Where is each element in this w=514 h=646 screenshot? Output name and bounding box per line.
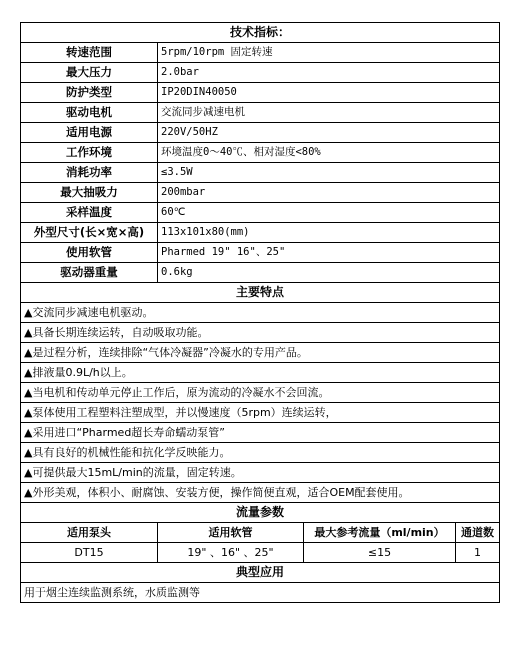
app-text: 用于烟尘连续监测系统，水质监测等 xyxy=(21,583,500,603)
spec-value: 2.0bar xyxy=(158,63,500,83)
feature-row xyxy=(21,383,500,403)
spec-value: 环境温度0～40℃、相对湿度<80% xyxy=(158,143,500,163)
feature-text: ▲外形美观，体积小、耐腐蚀、安装方便，操作简便直观，适合OEM配套使用。 xyxy=(21,483,500,503)
spec-row xyxy=(21,203,500,223)
feature-rows xyxy=(21,303,500,503)
spec-label: 转速范围 xyxy=(21,43,158,63)
features-title: 主要特点 xyxy=(21,283,500,303)
flow-header-max-flow: 最大参考流量（ml/min） xyxy=(304,523,456,543)
feature-text: ▲采用进口“Pharmed超长寿命蠕动泵管” xyxy=(21,423,500,443)
spec-value: 200mbar xyxy=(158,183,500,203)
spec-value: 5rpm/10rpm 固定转速 xyxy=(158,43,500,63)
spec-row xyxy=(21,263,500,283)
spec-label: 最大抽吸力 xyxy=(21,183,158,203)
feature-text: ▲排液量0.9L/h以上。 xyxy=(21,363,500,383)
spec-row xyxy=(21,63,500,83)
flow-pump-head: DT15 xyxy=(21,543,158,563)
flow-tubing: 19" 、16" 、25" xyxy=(158,543,304,563)
feature-row xyxy=(21,443,500,463)
feature-text: ▲可提供最大15mL/min的流量，固定转速。 xyxy=(21,463,500,483)
feature-row xyxy=(21,483,500,503)
spec-value: Pharmed 19" 16"、25" xyxy=(158,243,500,263)
spec-label: 采样温度 xyxy=(21,203,158,223)
spec-label: 驱动电机 xyxy=(21,103,158,123)
flow-channels: 1 xyxy=(456,543,500,563)
spec-value: 113x101x80(mm) xyxy=(158,223,500,243)
app-title: 典型应用 xyxy=(21,563,500,583)
spec-title: 技术指标： xyxy=(21,23,500,43)
spec-label: 使用软管 xyxy=(21,243,158,263)
spec-row xyxy=(21,163,500,183)
spec-label: 驱动器重量 xyxy=(21,263,158,283)
flow-title: 流量参数 xyxy=(21,503,500,523)
spec-label: 外型尺寸(长×宽×高) xyxy=(21,223,158,243)
flow-data-row xyxy=(21,543,500,563)
spec-label: 适用电源 xyxy=(21,123,158,143)
feature-row xyxy=(21,363,500,383)
feature-text: ▲是过程分析，连续排除“气体冷凝器”冷凝水的专用产品。 xyxy=(21,343,500,363)
flow-header-channels: 通道数 xyxy=(456,523,500,543)
spec-row xyxy=(21,103,500,123)
feature-text: ▲具备长期连续运转，自动吸取功能。 xyxy=(21,323,500,343)
spec-value: IP20DIN40050 xyxy=(158,83,500,103)
app-title-row xyxy=(21,563,500,583)
features-title-row xyxy=(21,283,500,303)
spec-value: 60℃ xyxy=(158,203,500,223)
feature-row xyxy=(21,323,500,343)
spec-row xyxy=(21,43,500,63)
spec-row xyxy=(21,123,500,143)
spec-label: 防护类型 xyxy=(21,83,158,103)
feature-text: ▲交流同步减速电机驱动。 xyxy=(21,303,500,323)
feature-row xyxy=(21,403,500,423)
spec-title-row xyxy=(21,23,500,43)
feature-text: ▲当电机和传动单元停止工作后，原为流动的冷凝水不会回流。 xyxy=(21,383,500,403)
spec-row xyxy=(21,223,500,243)
spec-value: 交流同步减速电机 xyxy=(158,103,500,123)
flow-header-row xyxy=(21,523,500,543)
feature-row xyxy=(21,463,500,483)
feature-row xyxy=(21,343,500,363)
spec-row xyxy=(21,143,500,163)
feature-row xyxy=(21,423,500,443)
spec-value: ≤3.5W xyxy=(158,163,500,183)
flow-title-row xyxy=(21,503,500,523)
spec-label: 工作环境 xyxy=(21,143,158,163)
feature-text: ▲泵体使用工程塑料注塑成型，并以慢速度（5rpm）连续运转， xyxy=(21,403,500,423)
spec-row xyxy=(21,243,500,263)
spec-label: 最大压力 xyxy=(21,63,158,83)
flow-header-tubing: 适用软管 xyxy=(158,523,304,543)
spec-value: 0.6kg xyxy=(158,263,500,283)
flow-header-pump-head: 适用泵头 xyxy=(21,523,158,543)
feature-text: ▲具有良好的机械性能和抗化学反映能力。 xyxy=(21,443,500,463)
spec-value: 220V/50HZ xyxy=(158,123,500,143)
spec-label: 消耗功率 xyxy=(21,163,158,183)
feature-row xyxy=(21,303,500,323)
spec-rows xyxy=(21,43,500,283)
spec-table xyxy=(20,22,500,603)
app-text-row xyxy=(21,583,500,603)
spec-row xyxy=(21,183,500,203)
spec-row xyxy=(21,83,500,103)
flow-max-flow: ≤15 xyxy=(304,543,456,563)
